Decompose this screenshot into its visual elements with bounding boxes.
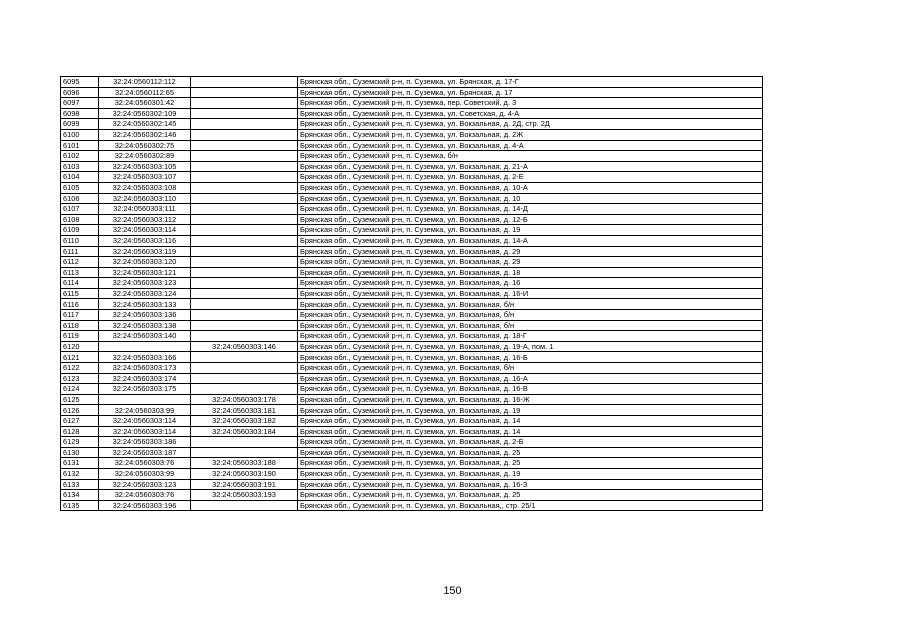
related-cadastral-number-cell: 32:24:0560303:181 (191, 405, 298, 416)
row-number-cell: 6098 (61, 108, 99, 119)
cadastral-number-cell: 32:24:0560303:138 (99, 320, 191, 331)
cadastral-number-cell: 32:24:0560303:108 (99, 182, 191, 193)
cadastral-number-cell: 32:24:0560303:110 (99, 193, 191, 204)
cadastral-number-cell: 32:24:0560303:76 (99, 458, 191, 469)
row-number-cell: 6114 (61, 278, 99, 289)
related-cadastral-number-cell (191, 151, 298, 162)
table-row (61, 405, 763, 416)
related-cadastral-number-cell (191, 235, 298, 246)
cadastral-number-cell: 32:24:0560112:65 (99, 87, 191, 98)
address-cell: Брянская обл., Суземский р-н, п. Суземка, ул. Вокзальная, д. 19 (298, 405, 763, 416)
address-cell: Брянская обл., Суземский р-н, п. Суземка, ул. Вокзальная, д. 16-И (298, 288, 763, 299)
cadastral-number-cell: 32:24:0560303:76 (99, 490, 191, 501)
related-cadastral-number-cell (191, 214, 298, 225)
table-row (61, 278, 763, 289)
row-number-cell: 6118 (61, 320, 99, 331)
table-row (61, 500, 763, 511)
table-row (61, 77, 763, 88)
related-cadastral-number-cell (191, 320, 298, 331)
related-cadastral-number-cell (191, 310, 298, 321)
address-cell: Брянская обл., Суземский р-н, п. Суземка, ул. Вокзальная, б/н (298, 310, 763, 321)
address-cell: Брянская обл., Суземский р-н, п. Суземка, ул. Вокзальная, б/н (298, 299, 763, 310)
cadastral-number-cell: 32:24:0560303:114 (99, 225, 191, 236)
address-cell: Брянская обл., Суземский р-н, п. Суземка, ул. Вокзальная, д. 29 (298, 257, 763, 268)
row-number-cell: 6126 (61, 405, 99, 416)
related-cadastral-number-cell: 32:24:0560303:193 (191, 490, 298, 501)
row-number-cell: 6130 (61, 447, 99, 458)
row-number-cell: 6104 (61, 172, 99, 183)
address-cell: Брянская обл., Суземский р-н, п. Суземка, ул. Брянская, д. 17-Г (298, 77, 763, 88)
address-cell: Брянская обл., Суземский р-н, п. Суземка, ул. Вокзальная, д. 14-А (298, 235, 763, 246)
table-row (61, 108, 763, 119)
row-number-cell: 6120 (61, 341, 99, 352)
table-row (61, 87, 763, 98)
table-row (61, 458, 763, 469)
row-number-cell: 6112 (61, 257, 99, 268)
related-cadastral-number-cell (191, 352, 298, 363)
related-cadastral-number-cell (191, 437, 298, 448)
cadastral-number-cell: 32:24:0560302:146 (99, 129, 191, 140)
cadastral-number-cell: 32:24:0560303:174 (99, 373, 191, 384)
cadastral-number-cell: 32:24:0560303:133 (99, 299, 191, 310)
address-cell: Брянская обл., Суземский р-н, п. Суземка, ул. Вокзальная, д. 16-Ж (298, 394, 763, 405)
row-number-cell: 6099 (61, 119, 99, 130)
address-cell: Брянская обл., Суземский р-н, п. Суземка, ул. Вокзальная, д. 19 (298, 468, 763, 479)
row-number-cell: 6117 (61, 310, 99, 321)
table-row (61, 490, 763, 501)
registry-table-body (61, 77, 763, 511)
address-cell: Брянская обл., Суземский р-н, п. Суземка, ул. Вокзальная, б/н (298, 363, 763, 374)
related-cadastral-number-cell (191, 98, 298, 109)
related-cadastral-number-cell (191, 193, 298, 204)
cadastral-number-cell: 32:24:0560303:140 (99, 331, 191, 342)
related-cadastral-number-cell (191, 267, 298, 278)
related-cadastral-number-cell: 32:24:0560303:191 (191, 479, 298, 490)
table-row (61, 129, 763, 140)
table-row (61, 479, 763, 490)
table-row (61, 257, 763, 268)
row-number-cell: 6133 (61, 479, 99, 490)
address-cell: Брянская обл., Суземский р-н, п. Суземка, б/н (298, 151, 763, 162)
address-cell: Брянская обл., Суземский р-н, п. Суземка, ул. Вокзальная, д. 2Ж (298, 129, 763, 140)
table-row (61, 341, 763, 352)
row-number-cell: 6128 (61, 426, 99, 437)
address-cell: Брянская обл., Суземский р-н, п. Суземка, ул. Вокзальная, д. 18 (298, 267, 763, 278)
cadastral-number-cell: 32:24:0560303:124 (99, 288, 191, 299)
address-cell: Брянская обл., Суземский р-н, п. Суземка, ул. Вокзальная, д. 2-Б (298, 437, 763, 448)
row-number-cell: 6135 (61, 500, 99, 511)
table-row (61, 151, 763, 162)
table-row (61, 140, 763, 151)
page-number: 150 (443, 585, 462, 597)
address-cell: Брянская обл., Суземский р-н, п. Суземка, пер. Советский, д. 3 (298, 98, 763, 109)
table-row (61, 373, 763, 384)
address-cell: Брянская обл., Суземский р-н, п. Суземка, ул. Брянская, д. 17 (298, 87, 763, 98)
row-number-cell: 6123 (61, 373, 99, 384)
table-row (61, 225, 763, 236)
related-cadastral-number-cell (191, 500, 298, 511)
cadastral-number-cell: 32:24:0560302:75 (99, 140, 191, 151)
row-number-cell: 6119 (61, 331, 99, 342)
related-cadastral-number-cell (191, 108, 298, 119)
row-number-cell: 6122 (61, 363, 99, 374)
related-cadastral-number-cell (191, 331, 298, 342)
table-row (61, 214, 763, 225)
row-number-cell: 6111 (61, 246, 99, 257)
row-number-cell: 6109 (61, 225, 99, 236)
row-number-cell: 6116 (61, 299, 99, 310)
cadastral-number-cell: 32:24:0560303:121 (99, 267, 191, 278)
address-cell: Брянская обл., Суземский р-н, п. Суземка, ул. Вокзальная, д. 14 (298, 426, 763, 437)
cadastral-number-cell: 32:24:0560303:196 (99, 500, 191, 511)
cadastral-number-cell: 32:24:0560303:173 (99, 363, 191, 374)
cadastral-number-cell: 32:24:0560303:114 (99, 416, 191, 427)
cadastral-number-cell: 32:24:0560303:186 (99, 437, 191, 448)
cadastral-number-cell: 32:24:0560303:123 (99, 479, 191, 490)
row-number-cell: 6115 (61, 288, 99, 299)
related-cadastral-number-cell (191, 140, 298, 151)
table-row (61, 161, 763, 172)
related-cadastral-number-cell: 32:24:0560303:146 (191, 341, 298, 352)
registry-table (60, 76, 763, 511)
table-row (61, 331, 763, 342)
related-cadastral-number-cell (191, 172, 298, 183)
row-number-cell: 6108 (61, 214, 99, 225)
cadastral-number-cell: 32:24:0560302:89 (99, 151, 191, 162)
address-cell: Брянская обл., Суземский р-н, п. Суземка, ул. Вокзальная, д. 29 (298, 246, 763, 257)
cadastral-number-cell: 32:24:0560303:136 (99, 310, 191, 321)
table-row (61, 172, 763, 183)
cadastral-number-cell: 32:24:0560303:107 (99, 172, 191, 183)
related-cadastral-number-cell: 32:24:0560303:184 (191, 426, 298, 437)
table-row (61, 352, 763, 363)
row-number-cell: 6121 (61, 352, 99, 363)
cadastral-number-cell: 32:24:0560303:99 (99, 468, 191, 479)
table-row (61, 182, 763, 193)
table-row (61, 119, 763, 130)
table-row (61, 98, 763, 109)
address-cell: Брянская обл., Суземский р-н, п. Суземка, ул. Вокзальная, д. 19 (298, 225, 763, 236)
table-row (61, 384, 763, 395)
related-cadastral-number-cell (191, 119, 298, 130)
address-cell: Брянская обл., Суземский р-н, п. Суземка, ул. Вокзальная, д. 21-А (298, 161, 763, 172)
related-cadastral-number-cell: 32:24:0560303:178 (191, 394, 298, 405)
cadastral-number-cell: 32:24:0560302:145 (99, 119, 191, 130)
related-cadastral-number-cell (191, 129, 298, 140)
table-row (61, 447, 763, 458)
related-cadastral-number-cell (191, 299, 298, 310)
table-row (61, 394, 763, 405)
related-cadastral-number-cell (191, 77, 298, 88)
address-cell: Брянская обл., Суземский р-н, п. Суземка, ул. Вокзальная, д. 16-З (298, 479, 763, 490)
address-cell: Брянская обл., Суземский р-н, п. Суземка, ул. Вокзальная, д. 14 (298, 416, 763, 427)
cadastral-number-cell: 32:24:0560303:175 (99, 384, 191, 395)
row-number-cell: 6106 (61, 193, 99, 204)
address-cell: Брянская обл., Суземский р-н, п. Суземка, ул. Вокзальная, д. 14-Д (298, 204, 763, 215)
cadastral-number-cell: 32:24:0560303:166 (99, 352, 191, 363)
cadastral-number-cell (99, 341, 191, 352)
related-cadastral-number-cell (191, 373, 298, 384)
address-cell: Брянская обл., Суземский р-н, п. Суземка, ул. Вокзальная, д. 25 (298, 490, 763, 501)
address-cell: Брянская обл., Суземский р-н, п. Суземка, ул. Вокзальная, д. 16-В (298, 384, 763, 395)
table-row (61, 299, 763, 310)
cadastral-number-cell: 32:24:0560303:123 (99, 278, 191, 289)
row-number-cell: 6095 (61, 77, 99, 88)
table-row (61, 320, 763, 331)
table-row (61, 426, 763, 437)
cadastral-number-cell: 32:24:0560301:42 (99, 98, 191, 109)
address-cell: Брянская обл., Суземский р-н, п. Суземка, ул. Вокзальная, д. 25 (298, 447, 763, 458)
row-number-cell: 6097 (61, 98, 99, 109)
related-cadastral-number-cell (191, 278, 298, 289)
address-cell: Брянская обл., Суземский р-н, п. Суземка, ул. Вокзальная, д. 2-Е (298, 172, 763, 183)
row-number-cell: 6101 (61, 140, 99, 151)
table-row (61, 246, 763, 257)
related-cadastral-number-cell (191, 225, 298, 236)
related-cadastral-number-cell (191, 447, 298, 458)
related-cadastral-number-cell: 32:24:0560303:188 (191, 458, 298, 469)
cadastral-number-cell: 32:24:0560303:120 (99, 257, 191, 268)
address-cell: Брянская обл., Суземский р-н, п. Суземка, ул. Вокзальная, б/н (298, 320, 763, 331)
address-cell: Брянская обл., Суземский р-н, п. Суземка, ул. Вокзальная, д. 4-А (298, 140, 763, 151)
row-number-cell: 6103 (61, 161, 99, 172)
cadastral-number-cell: 32:24:0560303:105 (99, 161, 191, 172)
related-cadastral-number-cell (191, 182, 298, 193)
row-number-cell: 6110 (61, 235, 99, 246)
row-number-cell: 6113 (61, 267, 99, 278)
cadastral-number-cell: 32:24:0560303:187 (99, 447, 191, 458)
address-cell: Брянская обл., Суземский р-н, п. Суземка, ул. Вокзальная, д. 10 (298, 193, 763, 204)
table-row (61, 204, 763, 215)
related-cadastral-number-cell (191, 363, 298, 374)
related-cadastral-number-cell (191, 246, 298, 257)
row-number-cell: 6131 (61, 458, 99, 469)
row-number-cell: 6132 (61, 468, 99, 479)
related-cadastral-number-cell (191, 384, 298, 395)
row-number-cell: 6129 (61, 437, 99, 448)
row-number-cell: 6124 (61, 384, 99, 395)
row-number-cell: 6102 (61, 151, 99, 162)
address-cell: Брянская обл., Суземский р-н, п. Суземка, ул. Вокзальная, д. 18-Г (298, 331, 763, 342)
cadastral-number-cell: 32:24:0560303:111 (99, 204, 191, 215)
address-cell: Брянская обл., Суземский р-н, п. Суземка, ул. Советская, д. 4-А (298, 108, 763, 119)
related-cadastral-number-cell: 32:24:0560303:182 (191, 416, 298, 427)
table-row (61, 267, 763, 278)
related-cadastral-number-cell: 32:24:0560303:190 (191, 468, 298, 479)
table-row (61, 416, 763, 427)
table-row (61, 310, 763, 321)
address-cell: Брянская обл., Суземский р-н, п. Суземка, ул. Вокзальная, д. 25 (298, 458, 763, 469)
address-cell: Брянская обл., Суземский р-н, п. Суземка, ул. Вокзальная, д. 16 (298, 278, 763, 289)
table-row (61, 193, 763, 204)
row-number-cell: 6127 (61, 416, 99, 427)
row-number-cell: 6107 (61, 204, 99, 215)
related-cadastral-number-cell (191, 204, 298, 215)
address-cell: Брянская обл., Суземский р-н, п. Суземка, ул. Вокзальная, д. 12-Б (298, 214, 763, 225)
row-number-cell: 6096 (61, 87, 99, 98)
row-number-cell: 6100 (61, 129, 99, 140)
address-cell: Брянская обл., Суземский р-н, п. Суземка, ул. Вокзальная,, стр. 25/1 (298, 500, 763, 511)
address-cell: Брянская обл., Суземский р-н, п. Суземка, ул. Вокзальная, д. 16-А (298, 373, 763, 384)
cadastral-number-cell: 32:24:0560303:114 (99, 426, 191, 437)
row-number-cell: 6134 (61, 490, 99, 501)
cadastral-number-cell: 32:24:0560302:109 (99, 108, 191, 119)
address-cell: Брянская обл., Суземский р-н, п. Суземка, ул. Вокзальная, д. 19-А, пом. 1 (298, 341, 763, 352)
related-cadastral-number-cell (191, 161, 298, 172)
table-row (61, 235, 763, 246)
address-cell: Брянская обл., Суземский р-н, п. Суземка, ул. Вокзальная, д. 16-Б (298, 352, 763, 363)
related-cadastral-number-cell (191, 257, 298, 268)
table-row (61, 468, 763, 479)
cadastral-number-cell: 32:24:0560112:112 (99, 77, 191, 88)
table-row (61, 363, 763, 374)
related-cadastral-number-cell (191, 87, 298, 98)
related-cadastral-number-cell (191, 288, 298, 299)
row-number-cell: 6125 (61, 394, 99, 405)
cadastral-number-cell: 32:24:0560303:119 (99, 246, 191, 257)
cadastral-number-cell: 32:24:0560303:99 (99, 405, 191, 416)
cadastral-number-cell: 32:24:0560303:112 (99, 214, 191, 225)
table-row (61, 288, 763, 299)
address-cell: Брянская обл., Суземский р-н, п. Суземка, ул. Вокзальная, д. 10-А (298, 182, 763, 193)
row-number-cell: 6105 (61, 182, 99, 193)
cadastral-number-cell: 32:24:0560303:116 (99, 235, 191, 246)
address-cell: Брянская обл., Суземский р-н, п. Суземка, ул. Вокзальная, д. 2Д, стр. 2Д (298, 119, 763, 130)
table-row (61, 437, 763, 448)
cadastral-number-cell (99, 394, 191, 405)
